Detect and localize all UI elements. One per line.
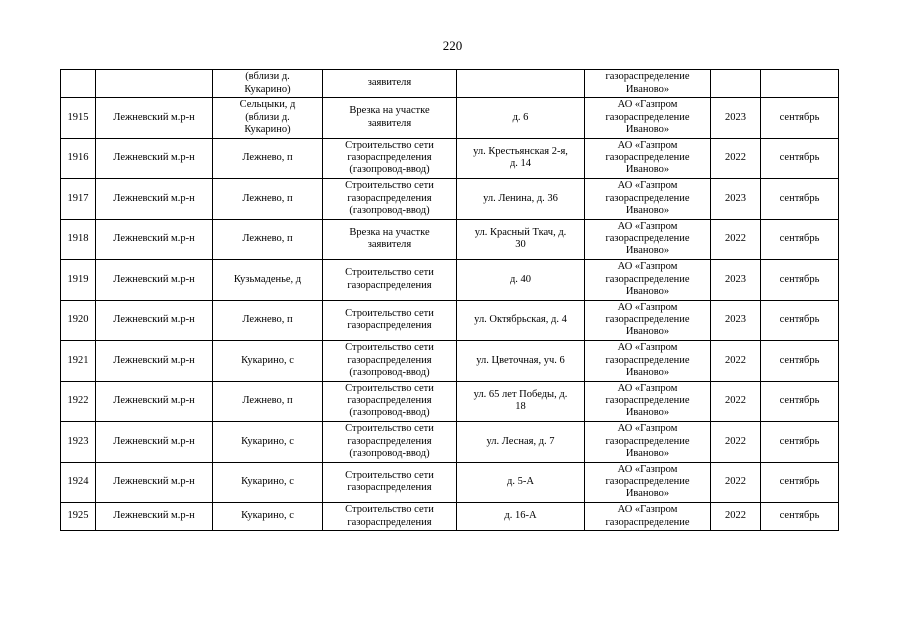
- year-cell: 2023: [711, 179, 761, 220]
- work-type-cell: Строительство сети газораспределения (газопровод-ввод): [323, 179, 457, 220]
- row-number-cell: 1915: [61, 98, 96, 139]
- table-row: [61, 462, 839, 503]
- month-cell: сентябрь: [761, 219, 839, 260]
- address-cell: д. 40: [457, 260, 585, 301]
- month-cell: сентябрь: [761, 462, 839, 503]
- locality-cell: Кукарино, с: [213, 503, 323, 531]
- work-type-cell: Строительство сети газораспределения (газопровод-ввод): [323, 422, 457, 463]
- operator-cell: АО «Газпром газораспределение Иваново»: [585, 138, 711, 179]
- gasification-plan-table: [60, 69, 839, 531]
- district-cell: Лежневский м.р-н: [96, 98, 213, 139]
- row-number-cell: 1923: [61, 422, 96, 463]
- district-cell: Лежневский м.р-н: [96, 138, 213, 179]
- operator-cell: АО «Газпром газораспределение Иваново»: [585, 300, 711, 341]
- month-cell: сентябрь: [761, 341, 839, 382]
- work-type-cell: Строительство сети газораспределения: [323, 260, 457, 301]
- address-cell: ул. Крестьянская 2-я, д. 14: [457, 138, 585, 179]
- work-type-cell: заявителя: [323, 70, 457, 98]
- year-cell: [711, 70, 761, 98]
- row-number-cell: 1916: [61, 138, 96, 179]
- address-cell: ул. Октябрьская, д. 4: [457, 300, 585, 341]
- year-cell: 2022: [711, 503, 761, 531]
- work-type-cell: Строительство сети газораспределения (газопровод-ввод): [323, 341, 457, 382]
- year-cell: 2022: [711, 422, 761, 463]
- table-row: [61, 300, 839, 341]
- table-row: [61, 70, 839, 98]
- operator-cell: АО «Газпром газораспределение Иваново»: [585, 422, 711, 463]
- row-number-cell: 1921: [61, 341, 96, 382]
- row-number-cell: 1925: [61, 503, 96, 531]
- address-cell: д. 6: [457, 98, 585, 139]
- address-cell: д. 16-А: [457, 503, 585, 531]
- month-cell: сентябрь: [761, 179, 839, 220]
- month-cell: сентябрь: [761, 260, 839, 301]
- row-number-cell: [61, 70, 96, 98]
- operator-cell: газораспределение Иваново»: [585, 70, 711, 98]
- year-cell: 2023: [711, 98, 761, 139]
- year-cell: 2022: [711, 462, 761, 503]
- operator-cell: АО «Газпром газораспределение Иваново»: [585, 219, 711, 260]
- district-cell: Лежневский м.р-н: [96, 422, 213, 463]
- address-cell: ул. Цветочная, уч. 6: [457, 341, 585, 382]
- address-cell: д. 5-А: [457, 462, 585, 503]
- district-cell: Лежневский м.р-н: [96, 300, 213, 341]
- district-cell: [96, 70, 213, 98]
- locality-cell: Кукарино, с: [213, 462, 323, 503]
- address-cell: [457, 70, 585, 98]
- table-row: [61, 138, 839, 179]
- work-type-cell: Врезка на участке заявителя: [323, 98, 457, 139]
- district-cell: Лежневский м.р-н: [96, 462, 213, 503]
- locality-cell: Сельцыки, д (вблизи д. Кукарино): [213, 98, 323, 139]
- operator-cell: АО «Газпром газораспределение Иваново»: [585, 341, 711, 382]
- district-cell: Лежневский м.р-н: [96, 381, 213, 422]
- table-row: [61, 219, 839, 260]
- operator-cell: АО «Газпром газораспределение Иваново»: [585, 462, 711, 503]
- table-row: [61, 422, 839, 463]
- operator-cell: АО «Газпром газораспределение: [585, 503, 711, 531]
- row-number-cell: 1920: [61, 300, 96, 341]
- year-cell: 2023: [711, 300, 761, 341]
- locality-cell: Кукарино, с: [213, 341, 323, 382]
- month-cell: сентябрь: [761, 138, 839, 179]
- district-cell: Лежневский м.р-н: [96, 260, 213, 301]
- locality-cell: Лежнево, п: [213, 219, 323, 260]
- work-type-cell: Строительство сети газораспределения: [323, 300, 457, 341]
- year-cell: 2022: [711, 381, 761, 422]
- district-cell: Лежневский м.р-н: [96, 219, 213, 260]
- row-number-cell: 1924: [61, 462, 96, 503]
- table-row: [61, 179, 839, 220]
- locality-cell: Лежнево, п: [213, 381, 323, 422]
- year-cell: 2023: [711, 260, 761, 301]
- operator-cell: АО «Газпром газораспределение Иваново»: [585, 381, 711, 422]
- address-cell: ул. Ленина, д. 36: [457, 179, 585, 220]
- work-type-cell: Строительство сети газораспределения (газопровод-ввод): [323, 381, 457, 422]
- locality-cell: Лежнево, п: [213, 138, 323, 179]
- month-cell: сентябрь: [761, 300, 839, 341]
- table-row: [61, 381, 839, 422]
- row-number-cell: 1917: [61, 179, 96, 220]
- work-type-cell: Строительство сети газораспределения: [323, 503, 457, 531]
- month-cell: сентябрь: [761, 98, 839, 139]
- locality-cell: (вблизи д. Кукарино): [213, 70, 323, 98]
- table-row: [61, 341, 839, 382]
- address-cell: ул. Красный Ткач, д. 30: [457, 219, 585, 260]
- address-cell: ул. 65 лет Победы, д. 18: [457, 381, 585, 422]
- month-cell: сентябрь: [761, 422, 839, 463]
- locality-cell: Лежнево, п: [213, 179, 323, 220]
- year-cell: 2022: [711, 341, 761, 382]
- operator-cell: АО «Газпром газораспределение Иваново»: [585, 98, 711, 139]
- table-body: [61, 70, 839, 531]
- operator-cell: АО «Газпром газораспределение Иваново»: [585, 260, 711, 301]
- year-cell: 2022: [711, 138, 761, 179]
- row-number-cell: 1918: [61, 219, 96, 260]
- row-number-cell: 1922: [61, 381, 96, 422]
- month-cell: сентябрь: [761, 381, 839, 422]
- row-number-cell: 1919: [61, 260, 96, 301]
- page-number: 220: [442, 38, 463, 53]
- work-type-cell: Врезка на участке заявителя: [323, 219, 457, 260]
- locality-cell: Кузьмаденье, д: [213, 260, 323, 301]
- address-cell: ул. Лесная, д. 7: [457, 422, 585, 463]
- locality-cell: Лежнево, п: [213, 300, 323, 341]
- work-type-cell: Строительство сети газораспределения: [323, 462, 457, 503]
- table-row: [61, 98, 839, 139]
- operator-cell: АО «Газпром газораспределение Иваново»: [585, 179, 711, 220]
- district-cell: Лежневский м.р-н: [96, 179, 213, 220]
- table-row: [61, 503, 839, 531]
- district-cell: Лежневский м.р-н: [96, 503, 213, 531]
- table-row: [61, 260, 839, 301]
- year-cell: 2022: [711, 219, 761, 260]
- work-type-cell: Строительство сети газораспределения (газопровод-ввод): [323, 138, 457, 179]
- district-cell: Лежневский м.р-н: [96, 341, 213, 382]
- month-cell: [761, 70, 839, 98]
- locality-cell: Кукарино, с: [213, 422, 323, 463]
- month-cell: сентябрь: [761, 503, 839, 531]
